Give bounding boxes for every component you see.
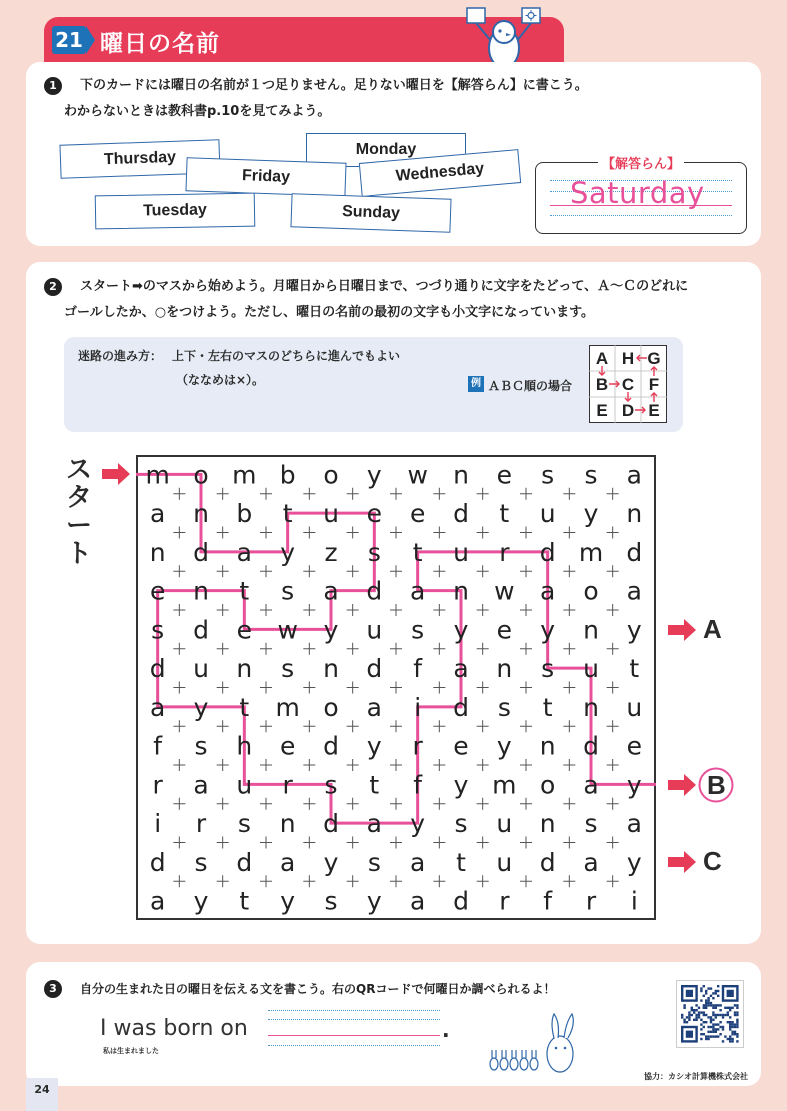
maze-letter: r: [282, 770, 293, 800]
maze-letter: s: [281, 654, 295, 684]
maze-letter: d: [366, 576, 383, 606]
maze-letter: d: [323, 731, 339, 761]
rules-text-1: 上下・左右のマスのどちらに進んでもよい: [172, 349, 401, 363]
maze-letter: r: [585, 886, 597, 916]
maze-letter: m: [232, 460, 257, 490]
maze-letter: y: [280, 886, 296, 916]
maze-letter: d: [236, 847, 253, 877]
question-3-text: 自分の生まれた日の曜日を伝える文を書こう。右のQRコードで何曜日か調べられるよ！: [80, 982, 556, 996]
example-letter: A: [595, 349, 609, 368]
born-answer-lines[interactable]: [268, 1010, 440, 1046]
maze-letter: s: [194, 847, 208, 877]
question-2-line-1: スタート➡のマスから始めよう。月曜日から日曜日まで、つづり通りに文字をたどって、Ａ～Ｃのどれに: [80, 279, 689, 294]
maze-letter: i: [414, 692, 422, 722]
maze-letter: t: [369, 770, 380, 800]
example-badge: 例: [468, 376, 484, 392]
maze-letter: u: [453, 537, 469, 567]
maze-letter: y: [366, 886, 382, 916]
maze-letter: h: [236, 731, 253, 761]
maze-letter: m: [145, 460, 170, 490]
maze-letter: n: [453, 460, 469, 490]
maze-letter: a: [280, 847, 296, 877]
maze-letter: w: [277, 615, 298, 645]
maze-letter: d: [539, 847, 556, 877]
maze-letter: t: [282, 499, 293, 529]
maze-letter: s: [194, 731, 208, 761]
maze-letter: d: [453, 499, 469, 529]
maze-letter: m: [578, 537, 604, 567]
maze-letter: d: [583, 731, 599, 761]
maze-letter: e: [236, 615, 253, 645]
maze-letter: u: [193, 654, 209, 684]
maze-letter: a: [150, 886, 166, 916]
start-arrow-icon: [100, 462, 132, 486]
maze-letter: a: [410, 886, 426, 916]
maze-letter: d: [539, 537, 556, 567]
maze-letter: e: [453, 731, 469, 761]
start-label: ス タ ー ト: [65, 455, 92, 569]
maze-letter: a: [626, 576, 642, 606]
maze-letter: y: [540, 615, 556, 645]
maze-letter: b: [236, 499, 253, 529]
maze-letter: t: [499, 499, 510, 529]
maze-letter: z: [324, 537, 338, 567]
day-card-sunday: Sunday: [290, 193, 451, 233]
maze-letter: f: [413, 770, 423, 800]
maze-letter: a: [583, 847, 599, 877]
maze-letter: s: [584, 809, 598, 839]
maze-letter: u: [626, 692, 643, 722]
maze-letter: e: [496, 615, 513, 645]
penguin-mascot-icon: [462, 2, 552, 70]
maze-letter: r: [412, 731, 423, 761]
maze-letter: d: [149, 654, 166, 684]
maze-letter: y: [626, 770, 642, 800]
maze-letter: n: [539, 809, 556, 839]
maze-letter: u: [496, 809, 513, 839]
question-1-number: 1: [44, 77, 62, 95]
maze-letter: s: [324, 770, 338, 800]
maze-letter: d: [323, 809, 339, 839]
question-3-number: 3: [44, 980, 62, 998]
maze-letter: r: [152, 770, 163, 800]
maze-letter: y: [626, 615, 642, 645]
maze-letter: a: [626, 809, 642, 839]
example-letter: F: [648, 375, 660, 394]
maze-letter: n: [236, 654, 253, 684]
maze-letter: y: [626, 847, 642, 877]
maze-letter: i: [154, 809, 162, 839]
example-letter: D: [621, 401, 635, 420]
maze-letter: t: [239, 886, 250, 916]
question-1-line-1: 下のカードには曜日の名前が１つ足りません。足りない曜日を【解答らん】に書こう。: [80, 78, 588, 93]
maze-letter: s: [497, 692, 511, 722]
maze-letter: s: [584, 460, 598, 490]
maze-letter: t: [412, 537, 423, 567]
page-number: 24: [26, 1078, 58, 1111]
maze-letter: a: [193, 770, 209, 800]
example-letter: E: [648, 401, 660, 420]
maze-letter: e: [496, 460, 513, 490]
maze-letter: n: [583, 615, 599, 645]
example-letter: E: [596, 401, 608, 420]
maze-letter: d: [366, 654, 383, 684]
maze-letter: e: [149, 576, 166, 606]
maze-letter: t: [239, 576, 250, 606]
maze-letter: u: [496, 847, 513, 877]
maze-letter: y: [583, 499, 599, 529]
maze-letter: w: [494, 576, 515, 606]
maze-letter: y: [410, 809, 426, 839]
maze-letter: n: [583, 692, 599, 722]
maze-letter: n: [149, 537, 166, 567]
example-text: ＡＢＣ順の場合: [488, 379, 573, 393]
maze-letter: b: [279, 460, 296, 490]
maze-letter: d: [193, 537, 209, 567]
born-sentence-translation: 私は生まれました: [103, 1047, 159, 1055]
maze-letter: m: [492, 770, 517, 800]
example-letter: B: [595, 375, 609, 394]
maze-letter: a: [323, 576, 339, 606]
maze-letter: y: [366, 460, 382, 490]
maze-letter: n: [626, 499, 643, 529]
maze-letter: y: [453, 770, 469, 800]
maze-letter: s: [281, 576, 295, 606]
question-2-line-2: ゴールしたか、○をつけよう。ただし、曜日の名前の最初の文字も小文字になっています。: [64, 305, 595, 320]
maze-letter: y: [193, 886, 209, 916]
maze-letter: f: [543, 886, 553, 916]
maze-letter: w: [407, 460, 428, 490]
goal-c-arrow-icon: [666, 850, 698, 874]
maze-letter: s: [151, 615, 165, 645]
example-letter: G: [647, 349, 661, 368]
goal-a-arrow-icon: [666, 618, 698, 642]
maze-letter: n: [193, 576, 209, 606]
day-card-friday: Friday: [185, 157, 346, 197]
maze-letter: r: [499, 537, 510, 567]
maze-letter: s: [411, 615, 425, 645]
maze-letter: r: [195, 809, 207, 839]
maze-letter: o: [583, 576, 599, 606]
maze-letter: u: [323, 499, 339, 529]
maze-letter: a: [626, 460, 642, 490]
maze-letter: f: [413, 654, 423, 684]
goal-a-label[interactable]: A: [703, 614, 722, 644]
maze-letter: a: [150, 499, 166, 529]
maze-letter: n: [193, 499, 209, 529]
maze-letter: d: [453, 886, 469, 916]
answer-text: Saturday: [570, 176, 705, 210]
maze-letter: a: [366, 809, 382, 839]
maze-letter: m: [275, 692, 300, 722]
maze-letter: y: [366, 731, 382, 761]
maze-letter: a: [410, 576, 426, 606]
maze-letter: e: [279, 731, 296, 761]
maze-letter: a: [236, 537, 252, 567]
maze-letter: r: [499, 886, 510, 916]
rules-label: 迷路の進み方：: [78, 349, 163, 363]
maze-letter: y: [496, 731, 512, 761]
unit-badge-arrow: [86, 26, 95, 54]
maze-letter: u: [236, 770, 253, 800]
rabbits-illustration-icon: [488, 1012, 580, 1076]
qr-code-icon[interactable]: [676, 980, 744, 1048]
unit-number-badge: 21: [52, 26, 86, 54]
maze-letter: t: [629, 654, 640, 684]
example-letter: C: [621, 375, 635, 394]
answer-label: 【解答らん】: [598, 153, 684, 172]
rules-text-2: （ななめは×）。: [176, 373, 265, 387]
maze-letter: y: [453, 615, 469, 645]
maze-letter: y: [323, 615, 339, 645]
maze-letter: s: [541, 460, 555, 490]
sentence-period: .: [442, 1018, 450, 1042]
maze-letter: y: [323, 847, 339, 877]
maze-letter: s: [454, 809, 468, 839]
maze-letter: d: [193, 615, 209, 645]
day-card-wednesday: Wednesday: [359, 149, 521, 197]
maze-letter: o: [323, 692, 339, 722]
goal-c-label[interactable]: C: [703, 846, 722, 876]
credit-text: 協力：カシオ計算機株式会社: [644, 1072, 748, 1081]
maze-letter: a: [366, 692, 382, 722]
maze-letter: t: [239, 692, 250, 722]
maze-letter: d: [453, 692, 469, 722]
maze-letter: o: [193, 460, 209, 490]
maze-letter: a: [583, 770, 599, 800]
example-grid: [589, 345, 667, 423]
maze-letter: a: [410, 847, 426, 877]
maze-letter: s: [367, 847, 381, 877]
maze-letter: d: [149, 847, 166, 877]
maze-letter: f: [153, 731, 163, 761]
maze-letter: n: [279, 809, 296, 839]
day-card-thursday: Thursday: [59, 139, 220, 179]
maze-letter: i: [630, 886, 638, 916]
maze-letter: a: [453, 654, 469, 684]
maze-letter: a: [540, 576, 556, 606]
maze-letter: o: [323, 460, 339, 490]
maze-letter: o: [540, 770, 556, 800]
goal-b-label[interactable]: B: [707, 770, 726, 800]
day-card-tuesday: Tuesday: [95, 193, 256, 230]
maze-letter: y: [280, 537, 296, 567]
maze-letter: e: [409, 499, 426, 529]
word-maze-grid: [136, 455, 656, 920]
maze-letter: a: [150, 692, 166, 722]
goal-b-arrow-icon: [666, 773, 698, 797]
maze-letter: s: [541, 654, 555, 684]
maze-letter: n: [453, 576, 469, 606]
maze-letter: t: [456, 847, 466, 877]
question-2-number: 2: [44, 278, 62, 296]
maze-letter: s: [237, 809, 251, 839]
question-1-line-2: わからないときは教科書p.10を見てみよう。: [64, 104, 331, 119]
example-letter: H: [621, 349, 635, 368]
born-sentence-text: I was born on: [100, 1016, 248, 1041]
maze-letter: t: [542, 692, 553, 722]
maze-letter: d: [626, 537, 643, 567]
maze-letter: s: [324, 886, 338, 916]
maze-letter: u: [539, 499, 556, 529]
maze-letter: n: [323, 654, 339, 684]
maze-letter: s: [367, 537, 381, 567]
maze-letter: e: [366, 499, 383, 529]
maze-letter: u: [366, 615, 383, 645]
maze-letter: n: [539, 731, 556, 761]
day-card-monday: Monday: [306, 133, 466, 167]
page-title: 曜日の名前: [100, 31, 220, 57]
maze-letter: e: [626, 731, 643, 761]
maze-letter: u: [583, 654, 599, 684]
maze-letter: n: [496, 654, 513, 684]
maze-letter: y: [193, 692, 209, 722]
